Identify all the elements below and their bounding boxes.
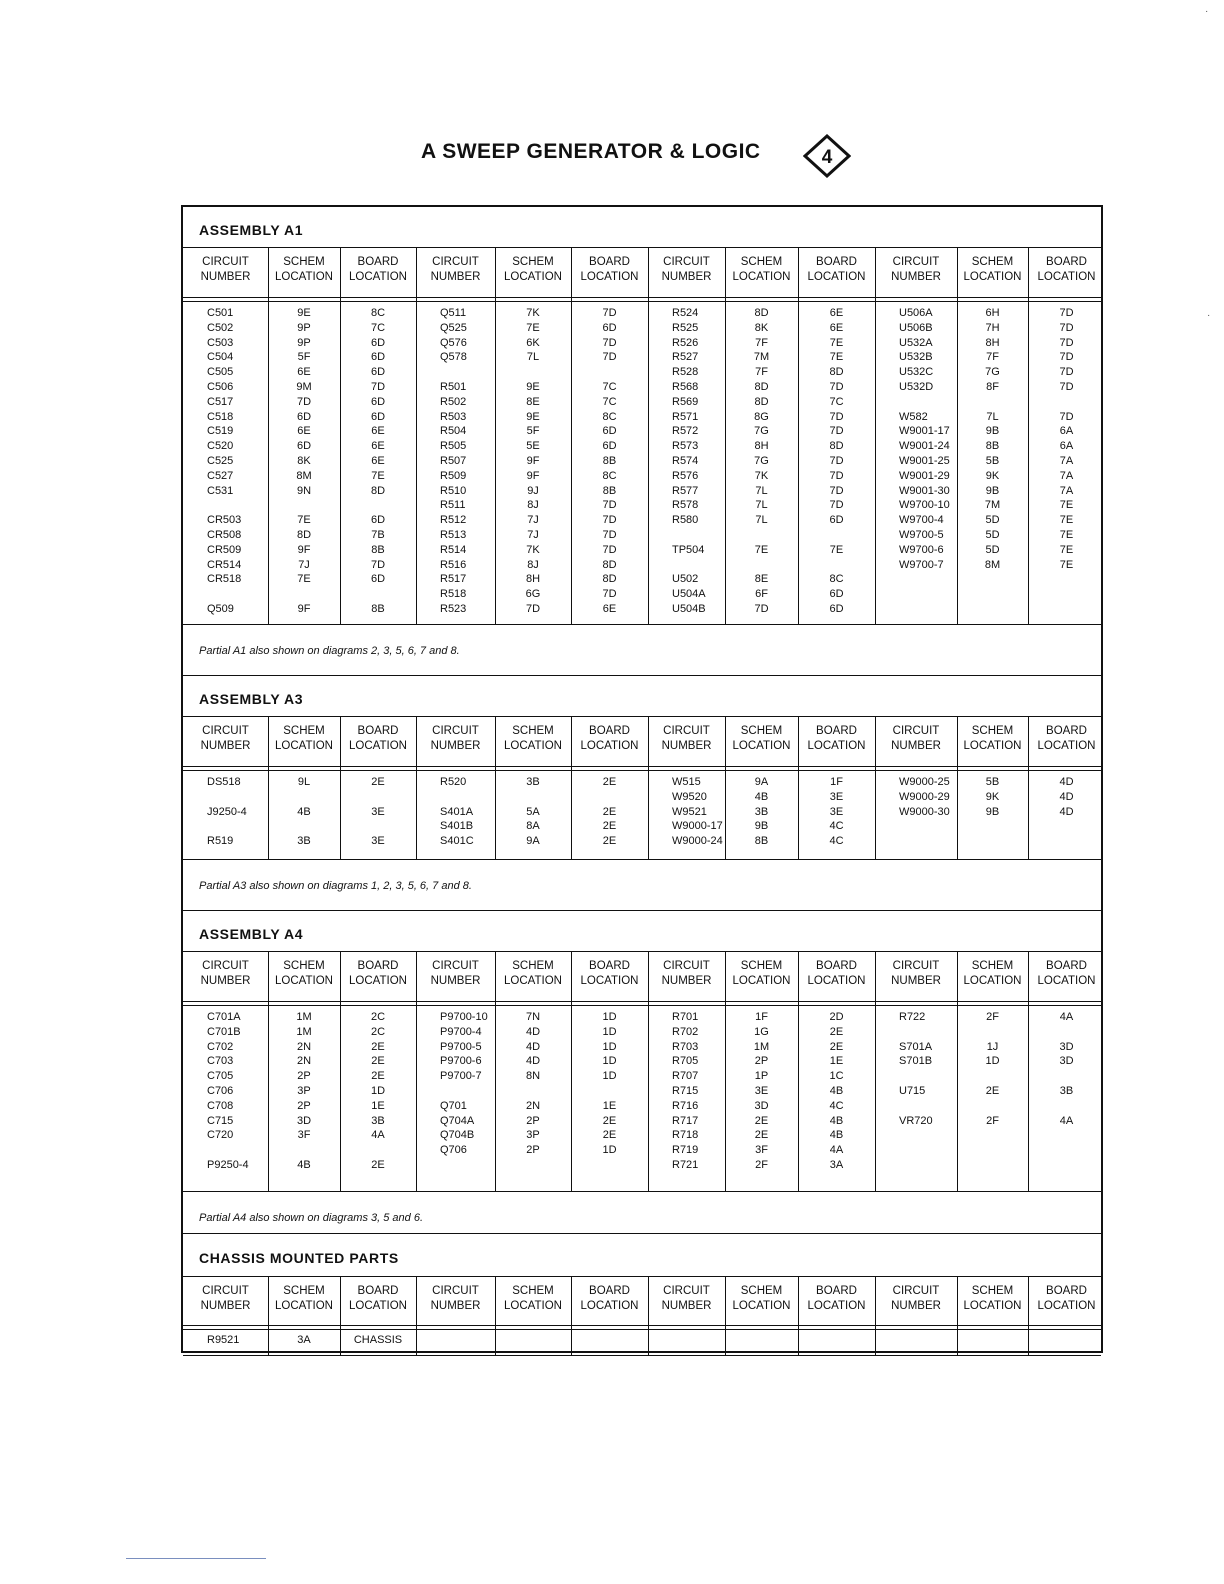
column-board-values: 2C 2C 2E 2E 2E 1D 1E 3B 4A 2E xyxy=(370,1011,386,1171)
column-circuit-values: R722 S701A S701B U715 VR720 xyxy=(899,1011,933,1127)
column-header-circuit xyxy=(648,255,725,285)
column-board-values: 2E 3E 3E xyxy=(371,776,385,848)
column-header-line1: BOARD xyxy=(1046,960,1087,972)
column-header-board xyxy=(798,1284,875,1314)
column-schem-values: 1F 1G 1M 2P 1P 3E 3D 2E 2E 3F 2F xyxy=(753,1011,770,1171)
column-header-line1: BOARD xyxy=(357,960,399,972)
column-header-line1: BOARD xyxy=(589,1285,630,1297)
column-header-line2: NUMBER xyxy=(891,271,941,283)
header-top-rule xyxy=(183,1276,1101,1277)
column-header-line2: LOCATION xyxy=(504,975,562,987)
column-header-line2: LOCATION xyxy=(580,975,639,987)
column-header-line2: LOCATION xyxy=(732,975,791,987)
header-bottom-rule xyxy=(183,297,1101,302)
column-schem-values: 9L 4B 3B xyxy=(297,776,311,848)
column-header-line2: LOCATION xyxy=(580,271,639,283)
section-divider xyxy=(183,1233,1101,1234)
column-board-values: 2D 2E 2E 1E 1C 4B 4C 4B 4B 4A 3A xyxy=(829,1011,844,1171)
column-header-line2: LOCATION xyxy=(732,271,791,283)
column-header-line1: CIRCUIT xyxy=(432,256,479,268)
column-header-line1: BOARD xyxy=(589,725,630,737)
column-header-line1: CIRCUIT xyxy=(663,1285,710,1297)
column-board-values: 4D 4D 4D xyxy=(1059,776,1074,818)
column-header-line1: SCHEM xyxy=(283,1285,325,1297)
assembly-title: ASSEMBLY A1 xyxy=(199,222,304,238)
column-board-values: 4A 3D 3D 3B 4A xyxy=(1059,1011,1074,1127)
column-divider xyxy=(875,247,876,624)
column-schem-values: 2F 1J 1D 2E 2F xyxy=(985,1011,1000,1127)
column-circuit-values: C701A C701B C702 C703 C705 C706 C708 C715 C720 P9250-4 xyxy=(207,1011,249,1171)
column-header-line2: NUMBER xyxy=(200,1300,251,1312)
column-header-line1: SCHEM xyxy=(512,1285,554,1297)
header-bottom-rule xyxy=(183,1325,1101,1330)
column-schem-values: 9E 9P 9P 5F 6E 9M 7D 6D 6E 6D 8K 8M 9N 7E 8D 9F 7J 7E 9F xyxy=(296,307,312,615)
header-top-rule xyxy=(183,716,1101,717)
column-board-values: 2E 2E 2E 2E xyxy=(602,776,617,848)
data-bottom-rule xyxy=(183,624,1101,625)
column-header-line2: LOCATION xyxy=(1037,1300,1096,1312)
column-header-board xyxy=(340,724,416,754)
column-header-line1: SCHEM xyxy=(740,725,783,737)
column-header-circuit xyxy=(183,959,268,989)
column-header-line2: LOCATION xyxy=(732,1300,791,1312)
column-header-line1: BOARD xyxy=(357,1285,399,1297)
column-header-line2: NUMBER xyxy=(661,975,712,987)
column-header-line2: LOCATION xyxy=(504,740,562,752)
column-header-line1: SCHEM xyxy=(283,256,325,268)
column-header-board xyxy=(798,724,875,754)
parts-location-table xyxy=(181,205,1103,1353)
column-circuit-values: C501 C502 C503 C504 C505 C506 C517 C518 C519 C520 C525 C527 C531 CR503 CR508 CR509 CR514 CR518 Q509 xyxy=(207,307,242,615)
assembly-section xyxy=(183,1234,1101,1355)
column-header-line2: LOCATION xyxy=(504,271,562,283)
column-header-circuit xyxy=(416,255,495,285)
divider xyxy=(126,1558,266,1559)
column-header-schem xyxy=(725,724,798,754)
column-header-board xyxy=(571,1284,648,1314)
column-header-line2: LOCATION xyxy=(807,271,866,283)
assembly-title: ASSEMBLY A3 xyxy=(199,691,304,707)
column-header-line2: LOCATION xyxy=(580,740,639,752)
column-header-board xyxy=(571,724,648,754)
column-schem-values: 5B 9K 9B xyxy=(985,776,1000,818)
column-header-line2: LOCATION xyxy=(807,1300,866,1312)
column-header-line2: LOCATION xyxy=(963,1300,1022,1312)
column-header-line2: LOCATION xyxy=(1037,975,1096,987)
column-header-board xyxy=(1028,255,1105,285)
column-header-line2: NUMBER xyxy=(891,740,941,752)
section-divider xyxy=(183,910,1101,911)
column-header-circuit xyxy=(875,724,957,754)
column-header-line2: LOCATION xyxy=(349,1300,407,1312)
column-header-line2: LOCATION xyxy=(963,975,1022,987)
diagram-number-diamond-icon xyxy=(803,134,851,178)
column-header-line1: BOARD xyxy=(816,1285,857,1297)
column-header-schem xyxy=(495,1284,571,1314)
column-header-schem xyxy=(268,1284,340,1314)
column-header-schem xyxy=(957,724,1028,754)
column-header-line1: BOARD xyxy=(816,960,857,972)
column-header-line1: BOARD xyxy=(589,256,630,268)
header-top-rule xyxy=(183,951,1101,952)
column-header-line2: LOCATION xyxy=(1037,740,1096,752)
column-header-circuit xyxy=(875,959,957,989)
column-board-values: 7D 7D 7D 7D 7D 7D 7D 6A 6A 7A 7A 7A 7E 7E 7E 7E 7E xyxy=(1059,307,1074,571)
column-board-values: 7D 6D 7D 7D 7C 7C 8C 6D 6D 8B 8C 8B 7D 7D 7D 7D 8D 8D 7D 6E xyxy=(602,307,617,615)
column-header-line2: LOCATION xyxy=(580,1300,639,1312)
column-header-line2: LOCATION xyxy=(275,740,333,752)
column-header-circuit xyxy=(648,724,725,754)
column-header-line2: LOCATION xyxy=(732,740,791,752)
column-header-circuit xyxy=(875,255,957,285)
column-header-line2: NUMBER xyxy=(430,1300,481,1312)
column-header-line2: NUMBER xyxy=(661,271,712,283)
column-divider xyxy=(416,247,417,624)
partial-note: Partial A3 also shown on diagrams 1, 2, 3, 5, 6, 7 and 8. xyxy=(199,880,472,892)
column-schem-values: 7N 4D 4D 4D 8N 2N 2P 3P 2P xyxy=(525,1011,541,1157)
column-header-line1: CIRCUIT xyxy=(202,1285,249,1297)
column-header-schem xyxy=(495,724,571,754)
column-header-line2: LOCATION xyxy=(1037,271,1096,283)
column-header-board xyxy=(798,255,875,285)
column-header-schem xyxy=(268,255,340,285)
column-header-line2: NUMBER xyxy=(200,740,251,752)
column-header-line1: SCHEM xyxy=(740,1285,783,1297)
column-circuit-values: R524 R525 R526 R527 R528 R568 R569 R571 R572 R573 R574 R576 R577 R578 R580 TP504 U502 U504A U504B xyxy=(672,307,706,615)
column-board-values: 1F 3E 3E 4C 4C xyxy=(829,776,844,848)
column-header-circuit xyxy=(183,724,268,754)
diagram-number: 4 xyxy=(821,147,833,168)
column-header-circuit xyxy=(875,1284,957,1314)
assembly-title: ASSEMBLY A4 xyxy=(199,926,304,942)
column-header-line1: SCHEM xyxy=(971,256,1014,268)
margin-mark: · xyxy=(1207,310,1211,321)
column-header-circuit xyxy=(183,255,268,285)
column-board-values: 8C 7C 6D 6D 6D 7D 6D 6D 6E 6E 6E 7E 8D 6D 7B 8B 7D 6D 8B xyxy=(370,307,386,615)
column-header-board xyxy=(1028,959,1105,989)
column-header-line1: BOARD xyxy=(357,256,399,268)
column-header-line1: CIRCUIT xyxy=(892,960,940,972)
partial-note: Partial A1 also shown on diagrams 2, 3, 5, 6, 7 and 8. xyxy=(199,645,460,657)
column-circuit-values: W9000-25 W9000-29 W9000-30 xyxy=(899,776,950,818)
column-header-line1: CIRCUIT xyxy=(892,256,940,268)
column-header-circuit xyxy=(416,724,495,754)
header-top-rule xyxy=(183,247,1101,248)
column-circuit-values: P9700-10 P9700-4 P9700-5 P9700-6 P9700-7 Q701 Q704A Q704B Q706 xyxy=(440,1011,488,1157)
column-header-circuit xyxy=(416,959,495,989)
column-schem-values: 8D 8K 7F 7M 7F 8D 8D 8G 7G 8H 7G 7K 7L 7L 7L 7E 8E 6F 7D xyxy=(753,307,770,615)
column-header-line2: LOCATION xyxy=(275,975,333,987)
column-header-line2: NUMBER xyxy=(200,271,251,283)
column-header-board xyxy=(340,959,416,989)
column-header-line1: CIRCUIT xyxy=(892,1285,940,1297)
column-header-line1: CIRCUIT xyxy=(432,725,479,737)
assembly-section xyxy=(183,676,1101,911)
column-circuit-values: R9521 xyxy=(207,1334,240,1346)
column-header-line2: NUMBER xyxy=(891,1300,941,1312)
column-header-line1: BOARD xyxy=(816,725,857,737)
column-header-line2: LOCATION xyxy=(349,271,407,283)
column-header-line1: CIRCUIT xyxy=(202,725,249,737)
column-header-line1: BOARD xyxy=(1046,256,1087,268)
column-header-line2: LOCATION xyxy=(349,975,407,987)
column-schem-values: 7K 7E 6K 7L 9E 8E 9E 5F 5E 9F 9F 9J 8J 7J 7J 7K 8J 8H 6G 7D xyxy=(525,307,541,615)
column-header-line1: SCHEM xyxy=(740,256,783,268)
column-header-line1: CIRCUIT xyxy=(202,256,249,268)
column-schem-values: 6H 7H 8H 7F 7G 8F 7L 9B 8B 5B 9K 9B 7M 5D 5D 5D 8M xyxy=(984,307,1001,571)
column-header-line1: SCHEM xyxy=(283,725,325,737)
column-header-schem xyxy=(725,959,798,989)
assembly-section xyxy=(183,911,1101,1243)
column-divider xyxy=(648,247,649,624)
column-header-line2: NUMBER xyxy=(661,1300,712,1312)
margin-mark: · xyxy=(1205,6,1209,17)
column-header-schem xyxy=(268,724,340,754)
column-header-schem xyxy=(495,255,571,285)
column-header-board xyxy=(798,959,875,989)
header-bottom-rule xyxy=(183,1001,1101,1006)
column-header-line1: BOARD xyxy=(1046,1285,1087,1297)
data-bottom-rule xyxy=(183,859,1101,860)
column-header-line1: CIRCUIT xyxy=(202,960,249,972)
column-header-schem xyxy=(495,959,571,989)
column-header-line1: CIRCUIT xyxy=(663,960,710,972)
column-header-line1: SCHEM xyxy=(971,1285,1014,1297)
column-schem-values: 9A 4B 3B 9B 8B xyxy=(754,776,769,848)
page-header xyxy=(0,136,1224,172)
column-schem-values: 3A xyxy=(297,1334,311,1346)
column-header-board xyxy=(571,255,648,285)
column-circuit-values: DS518 J9250-4 R519 xyxy=(207,776,247,848)
column-circuit-values: U506A U506B U532A U532B U532C U532D W582 W9001-17 W9001-24 W9001-25 W9001-29 W9001-30 W9700-10 W9700-4 W9700-5 W9700-6 W9700-7 xyxy=(899,307,950,571)
page-title: A SWEEP GENERATOR & LOGIC xyxy=(421,140,761,163)
column-header-circuit xyxy=(648,1284,725,1314)
column-header-line2: LOCATION xyxy=(349,740,407,752)
assembly-title: CHASSIS MOUNTED PARTS xyxy=(199,1250,399,1266)
column-board-values: 6E 6E 7E 7E 8D 7D 7C 7D 7D 8D 7D 7D 7D 7D 6D 7E 8C 6D 6D xyxy=(829,307,844,615)
column-header-line2: NUMBER xyxy=(200,975,251,987)
column-header-line1: SCHEM xyxy=(971,960,1014,972)
column-schem-values: 1M 1M 2N 2N 2P 3P 2P 3D 3F 4B xyxy=(296,1011,312,1171)
data-bottom-rule xyxy=(183,1191,1101,1192)
column-header-circuit xyxy=(183,1284,268,1314)
column-header-line2: LOCATION xyxy=(275,1300,333,1312)
column-header-circuit xyxy=(648,959,725,989)
column-header-schem xyxy=(957,1284,1028,1314)
column-header-line2: NUMBER xyxy=(661,740,712,752)
column-header-line1: SCHEM xyxy=(971,725,1014,737)
column-header-line1: CIRCUIT xyxy=(432,1285,479,1297)
column-header-line1: SCHEM xyxy=(283,960,325,972)
column-header-line2: LOCATION xyxy=(963,740,1022,752)
column-header-line1: BOARD xyxy=(357,725,399,737)
column-header-schem xyxy=(957,959,1028,989)
column-header-line1: SCHEM xyxy=(512,960,554,972)
column-header-line1: CIRCUIT xyxy=(892,725,940,737)
column-circuit-values: R520 S401A S401B S401C xyxy=(440,776,474,848)
column-header-line1: SCHEM xyxy=(740,960,783,972)
column-header-line2: NUMBER xyxy=(430,975,481,987)
column-header-board xyxy=(571,959,648,989)
column-circuit-values: Q511 Q525 Q576 Q578 R501 R502 R503 R504 R505 R507 R509 R510 R511 R512 R513 R514 R516 R517 R518 R523 xyxy=(440,307,467,615)
column-header-schem xyxy=(268,959,340,989)
column-header-line2: LOCATION xyxy=(807,975,866,987)
column-header-board xyxy=(1028,1284,1105,1314)
column-header-schem xyxy=(725,1284,798,1314)
header-bottom-rule xyxy=(183,766,1101,771)
partial-note: Partial A4 also shown on diagrams 3, 5 and 6. xyxy=(199,1212,424,1224)
column-header-line2: LOCATION xyxy=(504,1300,562,1312)
column-header-circuit xyxy=(416,1284,495,1314)
column-header-schem xyxy=(957,255,1028,285)
column-header-line2: LOCATION xyxy=(963,271,1022,283)
section-divider xyxy=(183,675,1101,676)
column-header-line2: NUMBER xyxy=(430,271,481,283)
column-board-values: CHASSIS xyxy=(353,1334,403,1346)
column-header-line1: BOARD xyxy=(589,960,630,972)
column-circuit-values: R701 R702 R703 R705 R707 R715 R716 R717 R718 R719 R721 xyxy=(672,1011,699,1171)
column-header-line1: BOARD xyxy=(816,256,857,268)
column-header-line1: CIRCUIT xyxy=(663,256,710,268)
column-header-line2: NUMBER xyxy=(891,975,941,987)
column-circuit-values: W515 W9520 W9521 W9000-17 W9000-24 xyxy=(672,776,723,848)
column-header-line1: SCHEM xyxy=(512,725,554,737)
assembly-section xyxy=(183,207,1101,676)
column-header-line1: CIRCUIT xyxy=(663,725,710,737)
column-header-line1: BOARD xyxy=(1046,725,1087,737)
column-header-board xyxy=(340,255,416,285)
column-header-line1: SCHEM xyxy=(512,256,554,268)
column-header-line2: LOCATION xyxy=(275,271,333,283)
column-board-values: 1D 1D 1D 1D 1D 1E 2E 2E 1D xyxy=(602,1011,617,1157)
column-schem-values: 3B 5A 8A 9A xyxy=(526,776,540,848)
column-header-schem xyxy=(725,255,798,285)
column-header-line1: CIRCUIT xyxy=(432,960,479,972)
column-header-board xyxy=(340,1284,416,1314)
column-header-line2: NUMBER xyxy=(430,740,481,752)
data-bottom-rule xyxy=(183,1355,1101,1356)
column-header-line2: LOCATION xyxy=(807,740,866,752)
column-header-board xyxy=(1028,724,1105,754)
